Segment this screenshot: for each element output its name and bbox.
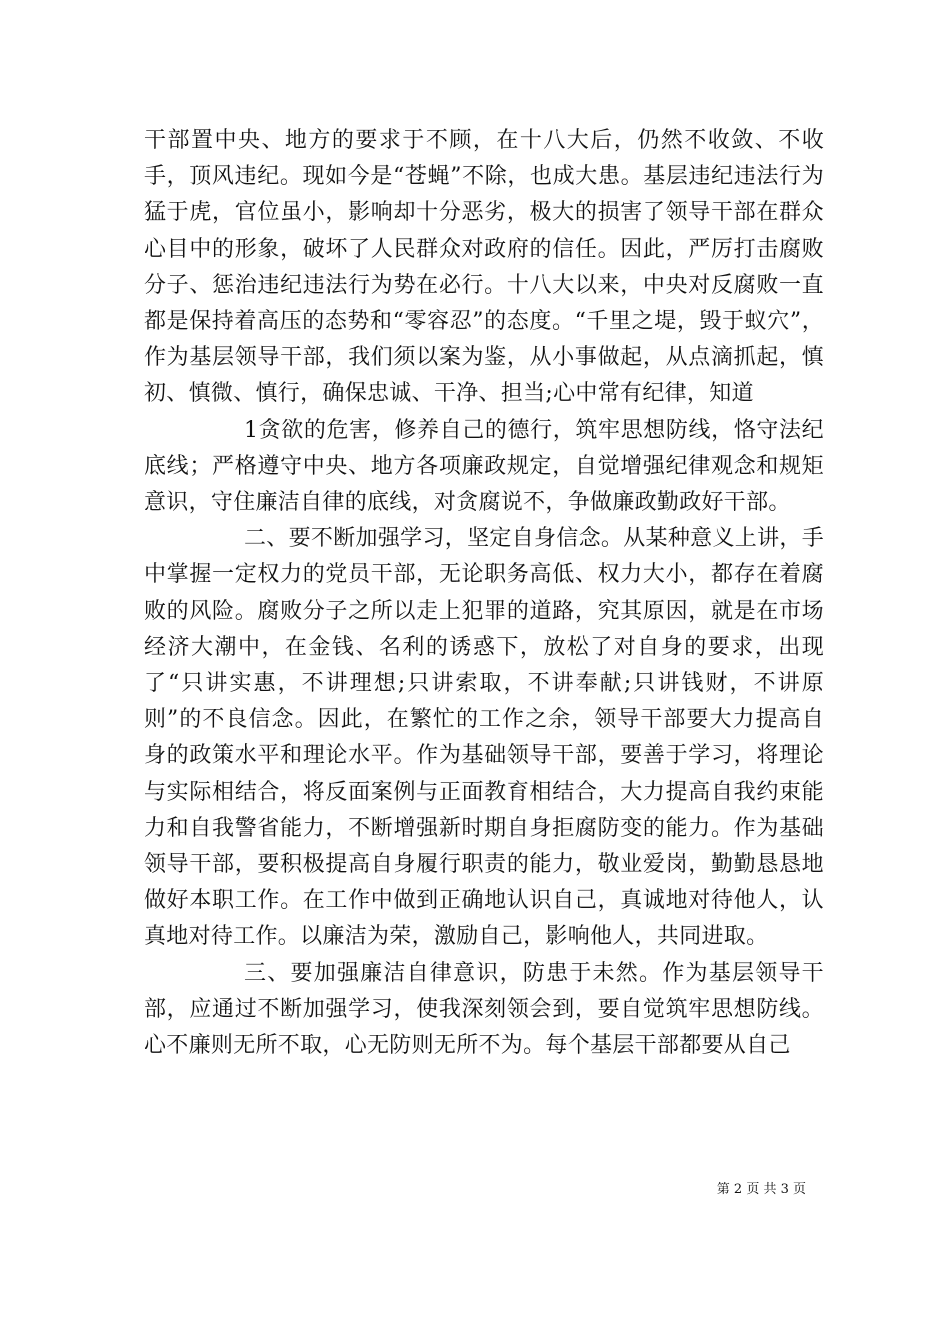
document-body bbox=[144, 123, 824, 1064]
paragraph-section-three: 三、要加强廉洁自律意识，防患于未然。作为基层领导干部，应通过不断加强学习，使我深刻领会到，要自觉筑牢思想防线。心不廉则无所不取，心无防则无所不为。每个基层干部都要从自己 bbox=[144, 960, 824, 1059]
paragraph-section-two: 二、要不断加强学习，坚定自身信念。从某种意义上讲，手中掌握一定权力的党员干部，无论职务高低、权力大小，都存在着腐败的风险。腐败分子之所以走上犯罪的道路，究其原因，就是在市场经济大潮中，在金钱、名利的诱惑下，放松了对自身的要求，出现了“只讲实惠，不讲理想;只讲索取，不讲奉献;只讲钱财，不讲原则”的不良信念。因此，在繁忙的工作之余，领导干部要大力提高自身的政策水平和理论水平。作为基础领导干部，要善于学习，将理论与实际相结合，将反面案例与正面教育相结合，大力提高自我约束能力和自我警省能力，不断增强新时期自身拒腐防变的能力。作为基础领导干部，要积极提高自身履行职责的能力，敬业爱岗，勤勤恳恳地做好本职工作。在工作中做到正确地认识自己，真诚地对待他人，认真地对待工作。以廉洁为荣，激励自己，影响他人，共同进取。 bbox=[144, 526, 824, 950]
paragraph-continued: 干部置中央、地方的要求于不顾，在十八大后，仍然不收敛、不收手，顶风违纪。现如今是“苍蝇”不除，也成大患。基层违纪违法行为猛于虎，官位虽小，影响却十分恶劣，极大的损害了领导干部在群众心目中的形象，破坏了人民群众对政府的信任。因此，严厉打击腐败分子、惩治违纪违法行为势在必行。十八大以来，中央对反腐败一直都是保持着高压的态势和“零容忍”的态度。“千里之堤，毁于蚁穴”，作为基层领导干部，我们须以案为鉴，从小事做起，从点滴抓起，慎初、慎微、慎行，确保忠诚、干净、担当;心中常有纪律，知道 bbox=[144, 128, 824, 407]
paragraph-greed-harm: 1贪欲的危害，修养自己的德行，筑牢思想防线，恪守法纪底线；严格遵守中央、地方各项廉政规定，自觉增强纪律观念和规矩意识，守住廉洁自律的底线，对贪腐说不，争做廉政勤政好干部。 bbox=[144, 417, 824, 516]
page-number: 第 2 页 共 3 页 bbox=[716, 1182, 806, 1197]
